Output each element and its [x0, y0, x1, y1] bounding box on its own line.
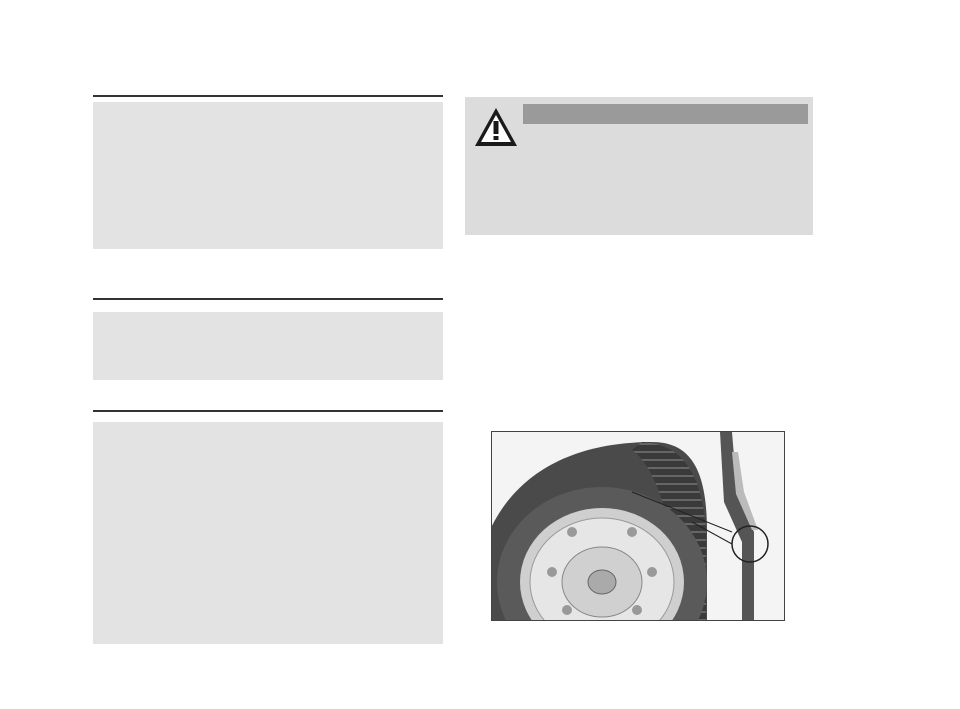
- tire-illustration: [492, 432, 785, 621]
- warning-box: [465, 97, 813, 235]
- rim-protector-figure: [491, 431, 785, 621]
- speed-index-box: [93, 102, 443, 249]
- load-index-rule: [93, 410, 443, 412]
- warning-triangle-icon: [473, 105, 519, 149]
- load-index-box: [93, 422, 443, 644]
- snow-index-box: [93, 312, 443, 380]
- snow-index-rule: [93, 298, 443, 300]
- warning-heading: [523, 104, 808, 124]
- speed-index-rule: [93, 95, 443, 97]
